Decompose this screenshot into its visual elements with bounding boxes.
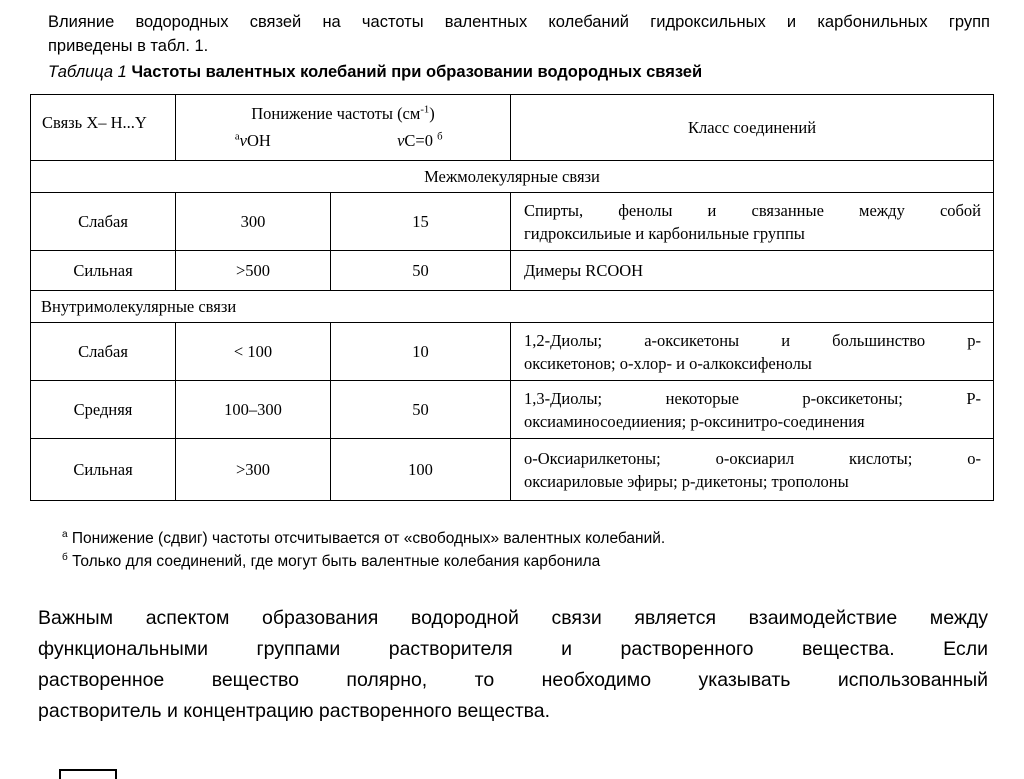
- cell-compound-class: [511, 381, 994, 439]
- cell-voh-value: 300: [176, 193, 331, 251]
- header-voh: [176, 131, 330, 151]
- body-paragraph-line: растворенное вещество полярно, то необходимо указывать использованный: [38, 669, 988, 691]
- body-paragraph-line: Важным аспектом образования водородной связи является взаимодействие между: [38, 607, 988, 629]
- next-table-cutoff-fragment: [59, 769, 117, 779]
- table-caption: [48, 60, 990, 84]
- section-intramolecular-label: Внутримолекулярные связи: [31, 291, 994, 323]
- compound-class-line: 1,2-Диолы; а-оксикетоны и большинство р-: [524, 330, 981, 350]
- cell-vco-value: 50: [331, 381, 511, 439]
- cell-voh-value: < 100: [176, 323, 331, 381]
- cell-vco-value: 10: [331, 323, 511, 381]
- compound-class-line: Димеры RCOOH: [524, 261, 644, 280]
- cell-vco-value: 50: [331, 251, 511, 291]
- vco-footnote-marker: б: [437, 130, 443, 143]
- compound-class-line: гидроксильиые и карбонильные группы: [524, 223, 805, 243]
- table-row: [31, 323, 994, 381]
- section-intermolecular-label: Межмолекулярные связи: [31, 161, 994, 193]
- compound-class-line: оксиариловые эфиры; р-дикетоны; трополоны: [524, 471, 849, 491]
- body-paragraph: [38, 603, 988, 727]
- header-compound-class-label: Класс соединений: [687, 117, 817, 137]
- footnote-a-text: Понижение (сдвиг) частоты отсчитывается от «свободных» валентных колебаний.: [67, 530, 666, 547]
- table-row: [31, 193, 994, 251]
- table-row: [31, 381, 994, 439]
- cell-bond-strength: Сильная: [31, 439, 176, 501]
- cell-compound-class: [511, 439, 994, 501]
- cell-compound-class: [511, 193, 994, 251]
- body-paragraph-line: функциональными группами растворителя и растворенного вещества. Если: [38, 638, 988, 660]
- compound-class-line: оксикетонов; о-хлор- и о-алкоксифенолы: [524, 353, 812, 373]
- frequency-superscript: -1: [420, 103, 430, 116]
- footnote-b-marker: б: [62, 551, 68, 563]
- cell-compound-class: [511, 323, 994, 381]
- header-frequency-line2: [176, 131, 510, 151]
- intro-paragraph: [48, 10, 990, 58]
- frequency-title: Понижение частоты (см: [251, 104, 421, 123]
- cell-voh-value: 100–300: [176, 381, 331, 439]
- vco-nu-symbol: v: [397, 131, 405, 150]
- body-paragraph-line: растворитель и концентрацию растворенного вещества.: [38, 700, 551, 722]
- table-caption-title: Частоты валентных колебаний при образовании водородных связей: [131, 63, 703, 81]
- compound-class-line: 1,3-Диолы; некоторые р-оксикетоны; Р-: [524, 388, 981, 408]
- compound-class-line: о-Оксиарилкетоны; о-оксиарил кислоты; о-: [524, 448, 981, 468]
- cell-bond-strength: Слабая: [31, 193, 176, 251]
- footnote-a: [62, 527, 990, 550]
- footnotes: [62, 527, 990, 573]
- header-vco: [330, 131, 510, 151]
- footnote-a-marker: а: [62, 528, 68, 540]
- cell-vco-value: 15: [331, 193, 511, 251]
- frequency-close-paren: ): [429, 104, 435, 123]
- cell-compound-class: [511, 251, 994, 291]
- voh-footnote-marker: а: [234, 130, 240, 143]
- header-compound-class: [511, 95, 994, 161]
- cell-bond-strength: Сильная: [31, 251, 176, 291]
- section-intramolecular: [31, 291, 994, 323]
- table-header-row: [31, 95, 994, 161]
- section-intermolecular: [31, 161, 994, 193]
- frequency-table: [30, 94, 994, 501]
- cell-bond-strength: Слабая: [31, 323, 176, 381]
- cell-voh-value: >500: [176, 251, 331, 291]
- header-bond-type: [31, 95, 176, 161]
- footnote-b: [62, 550, 990, 573]
- voh-nu-symbol: v: [239, 131, 247, 150]
- footnote-b-text: Только для соединений, где могут быть валентные колебания карбонила: [67, 553, 601, 570]
- header-bond-type-label: Связь X– H...Y: [42, 112, 147, 132]
- compound-class-line: Спирты, фенолы и связанные между собой: [524, 200, 981, 220]
- cell-voh-value: >300: [176, 439, 331, 501]
- table-row: [31, 439, 994, 501]
- header-frequency-line1: [176, 104, 510, 124]
- table-caption-label: Таблица 1: [48, 63, 132, 81]
- vco-label: С=0: [404, 131, 433, 150]
- cell-bond-strength: Средняя: [31, 381, 176, 439]
- intro-line-2: приведены в табл. 1.: [48, 37, 209, 55]
- table-row: [31, 251, 994, 291]
- header-frequency-decrease: [176, 95, 511, 161]
- voh-label: OH: [246, 131, 271, 150]
- cell-vco-value: 100: [331, 439, 511, 501]
- intro-line-1: Влияние водородных связей на частоты валентных колебаний гидроксильных и карбонильных групп: [48, 13, 990, 31]
- compound-class-line: оксиаминосоедииения; р-оксинитро-соединения: [524, 411, 865, 431]
